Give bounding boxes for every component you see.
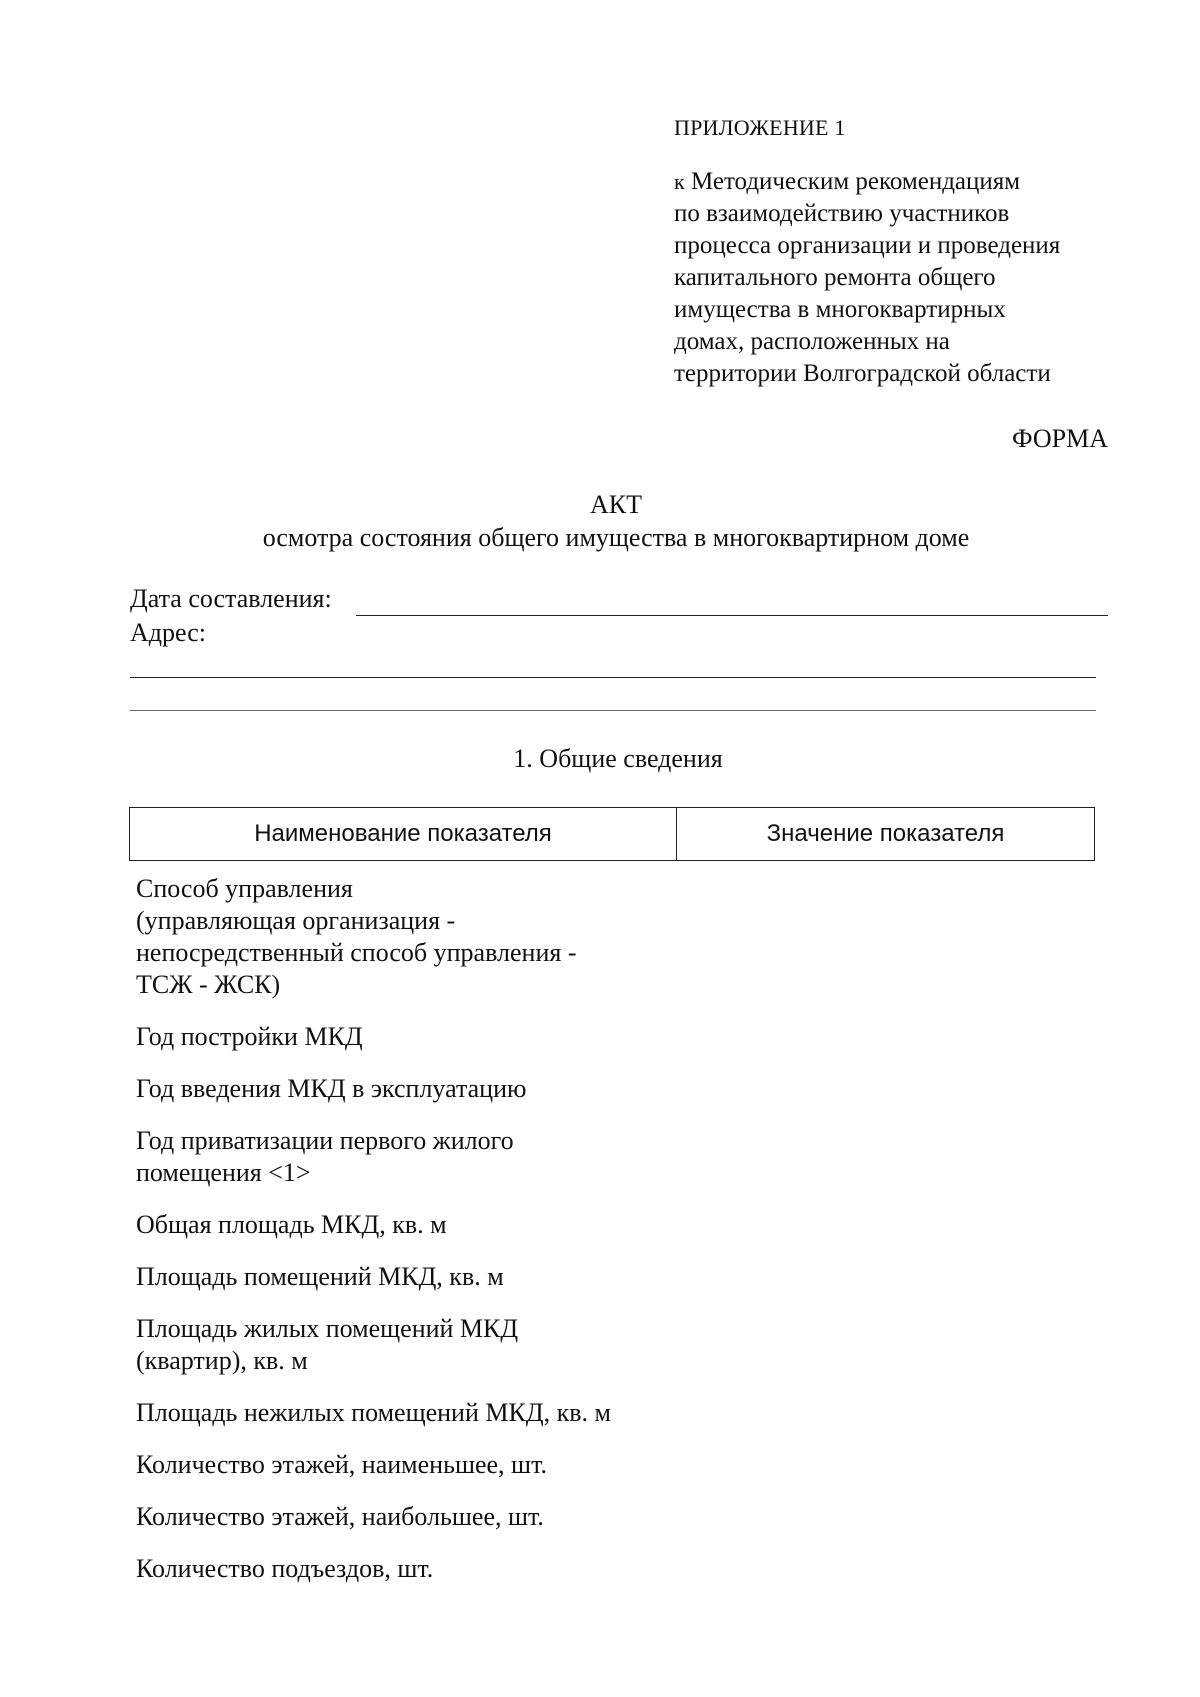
indicator-name: (управляющая организация - bbox=[136, 906, 456, 935]
indicator-name: Площадь нежилых помещений МКД, кв. м bbox=[136, 1398, 611, 1427]
appendix-title: ПРИЛОЖЕНИЕ 1 bbox=[674, 115, 846, 140]
appendix-line: капитального ремонта общего bbox=[674, 264, 996, 291]
indicator-name: помещения <1> bbox=[136, 1158, 311, 1187]
table-row bbox=[136, 1553, 776, 1585]
appendix-line: по взаимодействию участников bbox=[674, 200, 1010, 227]
appendix-block bbox=[674, 112, 1114, 390]
section-title: 1. Общие сведения bbox=[513, 744, 723, 773]
address-label: Адрес: bbox=[130, 618, 206, 647]
table-row bbox=[136, 1501, 776, 1533]
table-header bbox=[129, 807, 1095, 861]
indicator-name: Площадь помещений МКД, кв. м bbox=[136, 1262, 504, 1291]
indicator-name: Количество этажей, наибольшее, шт. bbox=[136, 1502, 544, 1531]
indicator-name: Год введения МКД в эксплуатацию bbox=[136, 1074, 527, 1103]
date-label: Дата составления: bbox=[130, 584, 332, 613]
indicator-name: ТСЖ - ЖСК) bbox=[136, 970, 281, 999]
indicator-name: Год приватизации первого жилого bbox=[136, 1126, 514, 1155]
indicator-name: (квартир), кв. м bbox=[136, 1346, 308, 1375]
indicator-name: Год постройки МКД bbox=[136, 1022, 363, 1051]
address-fill-line-2[interactable] bbox=[130, 710, 1096, 711]
table-row bbox=[136, 1125, 776, 1189]
table-row bbox=[136, 1021, 776, 1053]
indicator-name: Количество этажей, наименьшее, шт. bbox=[136, 1450, 547, 1479]
indicator-name: Общая площадь МКД, кв. м bbox=[136, 1210, 447, 1239]
table-row bbox=[136, 873, 776, 1001]
table-row bbox=[136, 1073, 776, 1105]
appendix-text bbox=[674, 166, 1114, 390]
indicator-name: Площадь жилых помещений МКД bbox=[136, 1314, 519, 1343]
appendix-line-text: Методическим рекомендациям bbox=[684, 168, 1021, 195]
appendix-line: домах, расположенных на bbox=[674, 328, 950, 355]
appendix-prefix: к bbox=[674, 169, 685, 194]
table-row bbox=[136, 1209, 776, 1241]
indicator-name: Количество подъездов, шт. bbox=[136, 1554, 434, 1583]
table-row bbox=[136, 1261, 776, 1293]
appendix-line: территории Волгоградской области bbox=[674, 360, 1051, 387]
act-subtitle: осмотра состояния общего имущества в многоквартирном доме bbox=[262, 523, 970, 552]
act-title: АКТ bbox=[590, 490, 642, 519]
table-row bbox=[136, 1313, 776, 1377]
appendix-line: процесса организации и проведения bbox=[674, 232, 1061, 259]
column-header-value: Значение показателя bbox=[766, 820, 1005, 847]
appendix-line bbox=[674, 166, 1114, 198]
date-fill-line[interactable] bbox=[356, 615, 1108, 616]
indicator-name: непосредственный способ управления - bbox=[136, 938, 577, 967]
appendix-line: имущества в многоквартирных bbox=[674, 296, 1006, 323]
table-body bbox=[136, 873, 776, 1605]
indicator-name: Способ управления bbox=[136, 874, 353, 903]
table-row bbox=[136, 1397, 776, 1429]
column-header-name: Наименование показателя bbox=[130, 808, 677, 860]
table-row bbox=[136, 1449, 776, 1481]
address-fill-line[interactable] bbox=[130, 677, 1096, 678]
form-label: ФОРМА bbox=[1012, 424, 1108, 453]
